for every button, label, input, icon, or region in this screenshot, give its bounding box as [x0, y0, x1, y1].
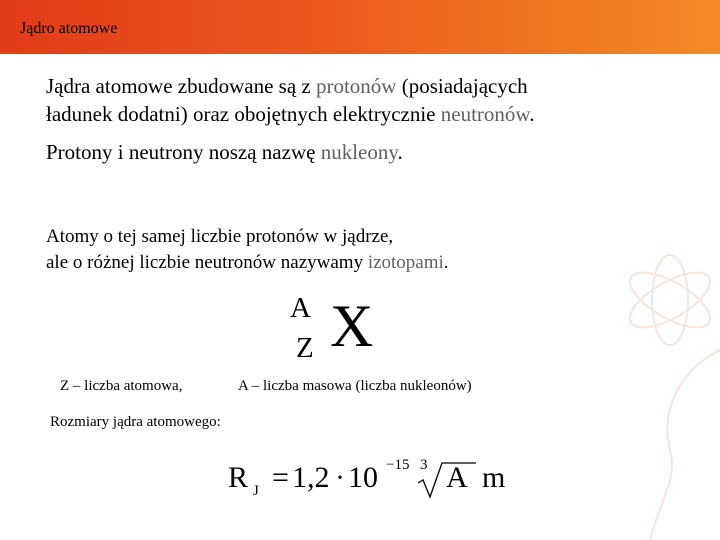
formula-equals: =: [272, 461, 289, 494]
paragraph-composition: Jądra atomowe zbudowane są z protonów (posiadających ładunek dodatni) oraz obojętnych elektrycznie neutronów.: [46, 74, 535, 126]
formula-root-index: 3: [420, 457, 428, 473]
formula-subscript: J: [253, 483, 259, 499]
size-label: Rozmiary jądra atomowego:: [50, 414, 221, 430]
nuclide-notation: [288, 292, 398, 372]
slide-title: Jądro atomowe: [20, 20, 118, 37]
formula-base: 10: [348, 461, 378, 494]
element-symbol: X: [330, 293, 374, 359]
formula-unit: m: [482, 461, 506, 494]
mass-number: A: [290, 292, 311, 324]
atomic-number: Z: [296, 332, 314, 364]
formula-radicand: A: [446, 461, 468, 494]
paragraph-isotopes: Atomy o tej samej liczbie protonów w jądrze, ale o różnej liczbie neutronów nazywamy izotopami.: [46, 226, 449, 273]
legend-a: A – liczba masowa (liczba nukleonów): [238, 378, 472, 394]
formula-r: R: [228, 461, 249, 494]
atom-decoration: [570, 240, 720, 540]
legend-z: Z – liczba atomowa,: [60, 378, 183, 394]
formula-coefficient: 1,2: [292, 461, 330, 494]
formula-dot: ·: [335, 461, 345, 494]
nuclear-radius-formula: [228, 455, 528, 505]
formula-exponent: −15: [386, 457, 410, 473]
paragraph-nucleons: Protony i neutrony noszą nazwę nukleony.: [46, 140, 403, 164]
